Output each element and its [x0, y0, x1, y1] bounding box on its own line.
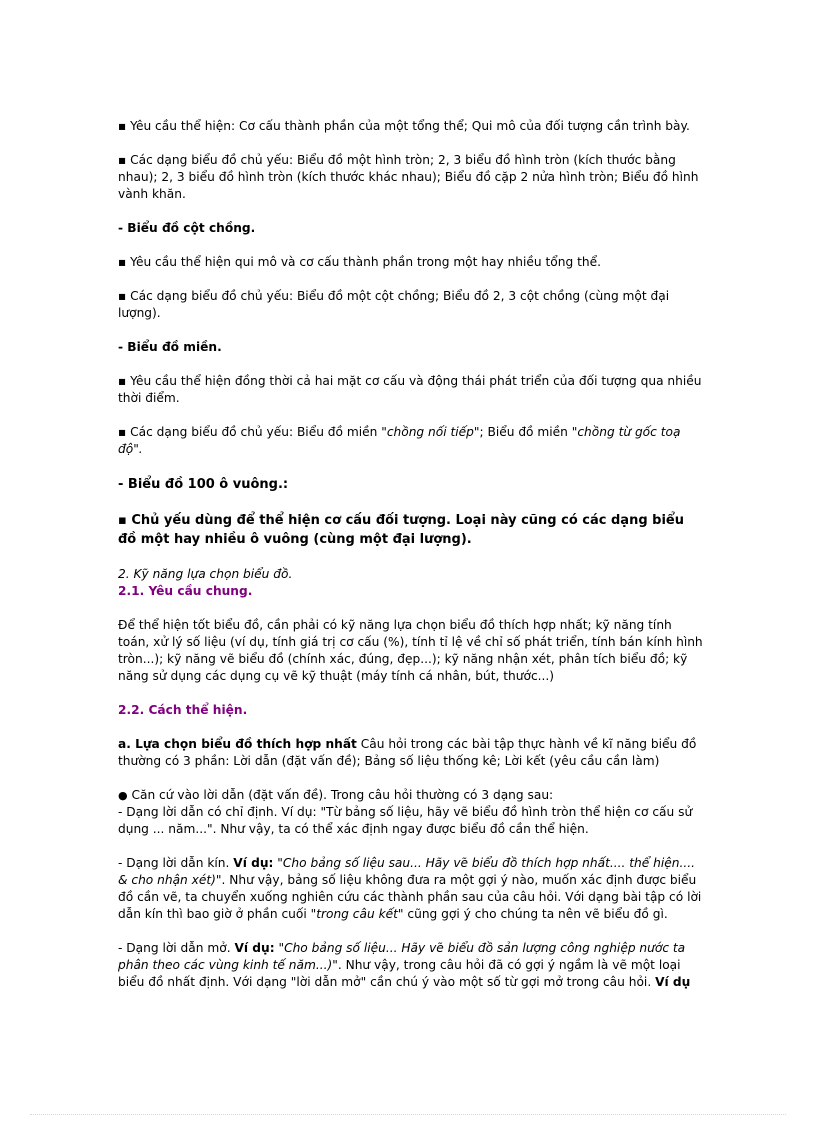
- italic-segment: "trong câu kết": [310, 907, 404, 921]
- heading-cach-the-hien: 2.2. Cách thể hiện.: [118, 703, 248, 717]
- document-body: [118, 118, 703, 991]
- paragraph-mien-yeu-cau: ▪ Yêu cầu thể hiện đồng thời cả hai mặt cơ cấu và động thái phát triển của đối tượng qua nhiều thời điểm.: [118, 374, 702, 405]
- italic-segment: "Cho bảng số liệu sau... Hãy vẽ biểu đồ thích hợp nhất.... thể hiện.... & cho nhận xét)": [118, 856, 695, 887]
- text-segment: ▪ Các dạng biểu đồ chủ yếu: Biểu đồ miền: [118, 425, 382, 439]
- paragraph-mien-cac-dang: [118, 424, 703, 458]
- italic-segment: "chồng từ gốc toạ độ".: [118, 425, 681, 456]
- text-segment: . Như vậy, bảng số liệu không đưa ra một gợi ý nào, muốn xác định được biểu đồ cần vẽ, ta chuyển xuống nghiên cứu các thành phần sau của câu hỏi. Với dạng bài tập có lời dẫn kín thì bao giờ ở phần cuối: [118, 873, 702, 921]
- paragraph-cot-chong-cac-dang: ▪ Các dạng biểu đồ chủ yếu: Biểu đồ một cột chồng; Biểu đồ 2, 3 cột chồng (cùng một đại lượng).: [118, 289, 670, 320]
- paragraph-o-vuong: ▪ Chủ yếu dùng để thể hiện cơ cấu đối tượng. Loại này cũng có các dạng biểu đồ một hay nhiều ô vuông (cùng một đại lượng).: [118, 513, 684, 547]
- text-segment: ; Biểu đồ miền: [479, 425, 572, 439]
- bold-segment: a. Lựa chọn biểu đồ thích hợp nhất: [118, 737, 357, 751]
- bold-segment: Ví dụ:: [233, 856, 274, 870]
- paragraph-yeu-cau-the-hien: ▪ Yêu cầu thể hiện: Cơ cấu thành phần của một tổng thể; Qui mô của đối tượng cần trình bày.: [118, 119, 690, 133]
- paragraph-loi-dan-chi-dinh: - Dạng lời dẫn có chỉ định. Ví dụ: "Từ bảng số liệu, hãy vẽ biểu đồ hình tròn thể hiện cơ cấu sử dụng ... năm...". Như vậy, ta có thể xác định ngay được biểu đồ cần thể hiện.: [118, 805, 693, 836]
- text-segment: - Dạng lời dẫn kín.: [118, 856, 234, 870]
- italic-segment: "Cho bảng số liệu... Hãy vẽ biểu đồ sản lượng công nghiệp nước ta phân theo các vùng kinh tế năm...)": [118, 941, 686, 972]
- heading-bieu-do-cot-chong: - Biểu đồ cột chồng.: [118, 221, 256, 235]
- text-segment: - Dạng lời dẫn mở.: [118, 941, 235, 955]
- paragraph-loi-dan-mo: [118, 940, 703, 991]
- text-segment: cũng gợi ý cho chúng ta nên vẽ biểu đồ gì.: [403, 907, 668, 921]
- paragraph-cac-dang-tron: ▪ Các dạng biểu đồ chủ yếu: Biểu đồ một hình tròn; 2, 3 biểu đồ hình tròn (kích thước bằng nhau); 2, 3 biểu đồ hình tròn (kích thước khác nhau); Biểu đồ cặp 2 nửa hình tròn; Biểu đồ hình vành khăn.: [118, 153, 699, 201]
- paragraph-loi-dan-kin: [118, 855, 703, 923]
- text-segment: Câu hỏi trong các bài tập thực hành về kĩ năng biểu đồ thường có 3 phần: Lời dẫn (đặt vấn đề); Bảng số liệu thống kê; Lời kết (yêu cầu cần làm): [118, 737, 697, 768]
- text-segment: Căn cứ vào lời dẫn (đặt vấn đề). Trong câu hỏi thường có 3 dạng sau:: [127, 788, 554, 802]
- italic-segment: "chồng nối tiếp": [381, 425, 480, 439]
- bold-segment: Ví dụ: [655, 975, 691, 989]
- bullet-dot-icon: ●: [118, 789, 128, 802]
- paragraph-can-cu-loi-dan: [118, 787, 703, 804]
- paragraph-yeu-cau-chung: Để thể hiện tốt biểu đồ, cần phải có kỹ năng lựa chọn biểu đồ thích hợp nhất; kỹ năng tính toán, xử lý số liệu (ví dụ, tính giá trị cơ cấu (%), tính tỉ lệ về chỉ số phát triển, tính bán kính hình tròn...); kỹ năng vẽ biểu đồ (chính xác, đúng, đẹp...); kỹ năng nhận xét, phân tích biểu đồ; kỹ năng sử dụng các dụng cụ vẽ kỹ thuật (máy tính cá nhân, bút, thước...): [118, 618, 703, 683]
- heading-bieu-do-100-o-vuong: - Biểu đồ 100 ô vuông.:: [118, 477, 289, 492]
- paragraph-lua-chon-bieu-do: [118, 736, 703, 770]
- paragraph-cot-chong-yeu-cau: ▪ Yêu cầu thể hiện qui mô và cơ cấu thành phần trong một hay nhiều tổng thể.: [118, 255, 601, 269]
- bold-segment: Ví dụ:: [234, 941, 275, 955]
- heading-yeu-cau-chung: 2.1. Yêu cầu chung.: [118, 584, 253, 598]
- heading-bieu-do-mien: - Biểu đồ miền.: [118, 340, 222, 354]
- heading-ky-nang-lua-chon: 2. Kỹ năng lựa chọn biểu đồ.: [118, 567, 293, 581]
- page-bottom-divider: [30, 1114, 786, 1115]
- text-segment: . Như vậy, trong câu hỏi đã có gợi ý ngầm là vẽ một loại biểu đồ nhất định. Với dạng "lời dẫn mở" cần chú ý vào một số từ gợi mở trong câu hỏi.: [118, 958, 681, 989]
